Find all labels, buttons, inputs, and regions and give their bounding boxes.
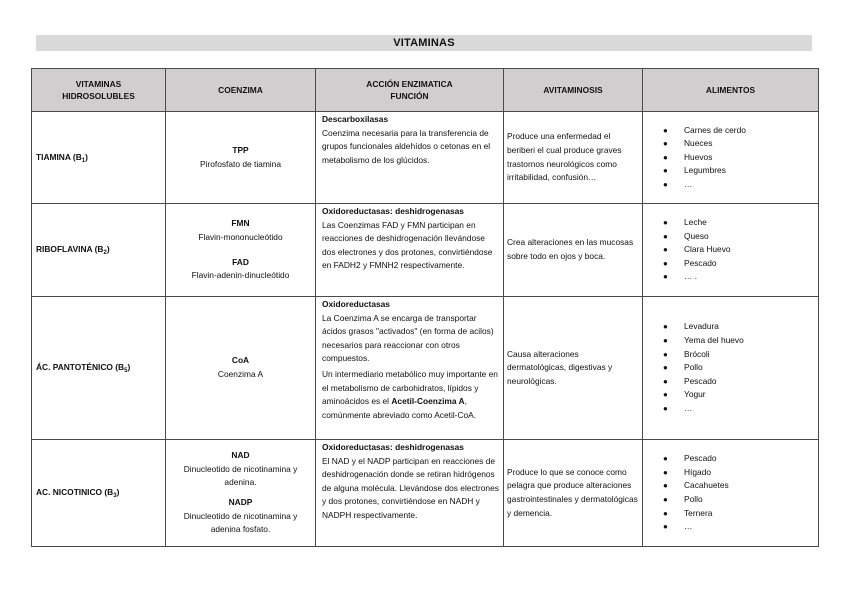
bullet-icon: ● xyxy=(663,495,668,504)
list-item: ● Leche xyxy=(663,216,814,230)
list-item: ● Brócoli xyxy=(663,348,814,362)
coenzyme-desc: Dinucleotido de nicotinamina y adenina fosfato. xyxy=(183,510,298,535)
function-cell xyxy=(316,204,504,297)
table-row xyxy=(32,440,819,547)
foods-cell xyxy=(643,440,819,547)
coenzyme-name: NAD xyxy=(231,450,250,461)
function-text: Las Coenzimas FAD y FMN participan en reacciones de deshidrogenación llevándose dos electrones y dos protones, convirtiéndose en FADH2 y FMNH2 respectivamente. xyxy=(322,219,493,271)
function-cell xyxy=(316,297,504,440)
avitaminosis-cell: Produce lo que se conoce como pelagra que produce alteraciones gastrointestinales y dermatológicas y demencia. xyxy=(504,440,643,547)
coenzyme-name: NADP xyxy=(228,497,253,507)
bullet-icon: ● xyxy=(663,218,668,228)
foods-list xyxy=(663,320,814,415)
list-item: ● Pescado xyxy=(663,257,814,271)
bullet-icon: ● xyxy=(663,179,668,189)
bullet-icon: ● xyxy=(663,481,668,491)
list-item: ● Levadura xyxy=(663,320,814,334)
bullet-icon: ● xyxy=(663,390,668,400)
bullet-icon: ● xyxy=(663,336,668,346)
function-text: El NAD y el NADP participan en reacciones de deshidrogenación donde se retiran hidrógenos de alguna molécula. Llevándose dos electrones y dos protones, convirtiéndose en NADH y NADPH respectivamente. xyxy=(322,455,499,520)
function-title: Oxidoreductasas xyxy=(322,299,390,309)
function-text: Coenzima necesaria para la transferencia de grupos funcionales aldehídos o cetonas en el metabolismo de los glúcidos. xyxy=(322,127,491,165)
list-item: ● Huevos xyxy=(663,151,814,165)
vitamin-name: AC. NICOTINICO $(B_3)$ xyxy=(32,440,166,547)
table-row xyxy=(32,297,819,440)
coenzyme-desc: Flavin-mononucleótido xyxy=(198,231,283,242)
function-text-2: Un intermediario metabólico muy importante en el metabolismo de carbohidratos, lípidos y aminoácidos es el Acetil-Coenzima A, comúnmente abreviado como Acetil-CoA. xyxy=(322,368,498,420)
coenzyme-desc: Coenzima A xyxy=(217,369,264,379)
bullet-icon: ● xyxy=(663,125,668,135)
function-title: Oxidoreductasas: deshidrogenasas xyxy=(322,206,464,216)
bullet-icon: ● xyxy=(663,258,668,268)
foods-list xyxy=(663,452,814,534)
coenzyme-name: TPP xyxy=(232,144,249,155)
list-item: ● Queso xyxy=(663,230,814,244)
header-alimentos: ALIMENTOS xyxy=(643,69,819,112)
bullet-icon: ● xyxy=(663,231,668,241)
list-item: ● Ternera xyxy=(663,507,814,521)
bullet-icon: ● xyxy=(663,166,668,176)
coenzyme-name: FMN xyxy=(231,218,250,229)
vitamins-table xyxy=(31,68,819,547)
vitamin-name: ÁC. PANTOTÉNICO $(B_5)$ xyxy=(32,297,166,440)
bullet-icon: ● xyxy=(663,363,668,373)
function-cell xyxy=(316,112,504,204)
coenzyme-cell xyxy=(166,297,316,440)
list-item: ● Legumbres xyxy=(663,164,814,178)
bullet-icon: ● xyxy=(663,152,668,162)
list-item: ● Yogur xyxy=(663,388,814,402)
table-row xyxy=(32,112,819,204)
function-text: La Coenzima A se encarga de transportar ácidos grasos "activados" (en forma de acilos) necesarios para reaccionar con otros compuestos. xyxy=(322,312,494,364)
list-item: ● Pollo xyxy=(663,493,814,507)
header-avitaminosis: AVITAMINOSIS xyxy=(504,69,643,112)
coenzyme-desc: Pirofosfato de tiamina xyxy=(199,158,281,169)
foods-cell xyxy=(643,112,819,204)
vitamin-name: RIBOFLAVINA $(B_2)$ xyxy=(32,204,166,297)
foods-list xyxy=(663,124,814,192)
avitaminosis-cell: Causa alteraciones dermatológicas, digestivas y neurológicas. xyxy=(504,297,643,440)
foods-cell xyxy=(643,297,819,440)
list-item: ● … . xyxy=(663,270,814,284)
bullet-icon: ● xyxy=(663,322,668,332)
header-accion: ACCIÓN ENZIMATICA FUNCIÓN xyxy=(316,69,504,112)
list-item: ● Pescado xyxy=(663,375,814,389)
list-item: ● … xyxy=(663,520,814,534)
vitamin-name: TIAMINA $(B_1)$ xyxy=(32,112,166,204)
function-title: Oxidoreductasas: deshidrogenasas xyxy=(322,442,464,452)
bullet-icon: ● xyxy=(663,245,668,255)
foods-cell xyxy=(643,204,819,297)
bullet-icon: ● xyxy=(663,403,668,413)
coenzyme-name: CoA xyxy=(231,355,250,366)
bullet-icon: ● xyxy=(663,467,668,477)
avitaminosis-cell: Produce una enfermedad el beriberi el cual produce graves trastornos neurológicos como irritabilidad, confusión… xyxy=(504,112,643,204)
function-title: Descarboxilasas xyxy=(322,114,389,124)
bullet-icon: ● xyxy=(663,454,668,464)
coenzyme-desc: Flavin-adenin-dinucleótido xyxy=(191,270,290,281)
coenzyme-name: FAD xyxy=(232,256,249,267)
list-item: ● Hígado xyxy=(663,466,814,480)
bullet-icon: ● xyxy=(663,522,668,532)
table-row xyxy=(32,204,819,297)
foods-list xyxy=(663,216,814,284)
function-cell xyxy=(316,440,504,547)
coenzyme-cell xyxy=(166,204,316,297)
bullet-icon: ● xyxy=(663,508,668,518)
coenzyme-desc: Dinucleotido de nicotinamina y adenina. xyxy=(183,463,298,488)
list-item: ● Carnes de cerdo xyxy=(663,124,814,138)
bullet-icon: ● xyxy=(663,272,668,282)
header-vitaminas: VITAMINAS HIDROSOLUBLES xyxy=(32,69,166,112)
list-item: ● Clara Huevo xyxy=(663,243,814,257)
coenzyme-cell xyxy=(166,112,316,204)
list-item: ● Yema del huevo xyxy=(663,334,814,348)
list-item: ● Pollo xyxy=(663,361,814,375)
list-item: ● Nueces xyxy=(663,137,814,151)
header-coenzima: COENZIMA xyxy=(166,69,316,112)
list-item: ● … xyxy=(663,402,814,416)
bullet-icon: ● xyxy=(663,376,668,386)
bullet-icon: ● xyxy=(663,139,668,149)
list-item: ● … xyxy=(663,178,814,192)
coenzyme-cell xyxy=(166,440,316,547)
list-item: ● Cacahuetes xyxy=(663,479,814,493)
list-item: ● Pescado xyxy=(663,452,814,466)
avitaminosis-cell: Crea alteraciones en las mucosas sobre todo en ojos y boca. xyxy=(504,204,643,297)
page-title: VITAMINAS xyxy=(36,35,812,51)
table-header-row xyxy=(32,69,819,112)
bullet-icon: ● xyxy=(663,349,668,359)
